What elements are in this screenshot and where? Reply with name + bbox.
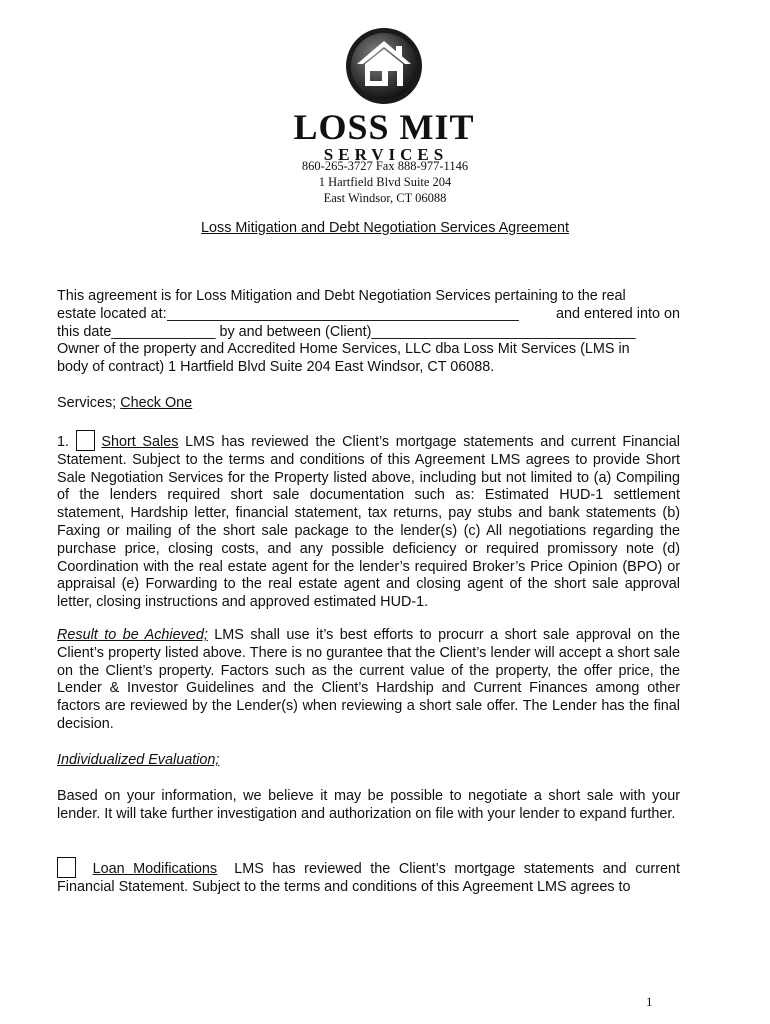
- intro-line2: [57, 306, 680, 324]
- property-address-label: estate located at:: [57, 305, 167, 322]
- property-address-field[interactable]: ____________________________________________: [166, 305, 519, 322]
- logo-subtitle: SERVICES: [323, 145, 449, 164]
- short-sales-text: LMS has reviewed the Client’s mortgage statements and current Financial Statement. Subject to the terms and conditions of this Agreement LMS agrees to provide Short Sale Negotiation Services for the Property listed above, including but not limited to (a) Compiling of the lenders required short sale documentation such as: Estimated HUD-1 settlement statement, Hardship letter, financial statement, tax returns, pay stubs and bank statements (b) Faxing or mailing of the short sale package to the lender(s) (c) All negotiations regarding the purchase price, closing costs, and any possible deficiency or required promissory note (d) Coordination with the real estate agent for the lender’s required Broker’s Price Opinion (BPO) or appraisal (e) Forwarding to the real estate agent and closing agent of the short sale approval letter, closing instructions and approved estimated HUD-1.: [57, 434, 680, 611]
- loan-mod-heading: Loan Modifications: [92, 861, 218, 877]
- result-heading: Result to be Achieved;: [57, 627, 208, 643]
- contact-phone-fax: 860-265-3727 Fax 888-977-1146: [301, 159, 469, 173]
- loan-mod-text: LMS has reviewed the Client’s mortgage statements and current Financial Statement. Subject to the terms and conditions of this Agreement LMS agrees to: [57, 861, 681, 895]
- client-label: by and between (Client): [215, 323, 372, 340]
- intro-paragraph: [57, 288, 680, 377]
- services-label: Services;: [57, 395, 117, 411]
- short-sales-section: [57, 430, 680, 612]
- evaluation-heading-line: [57, 752, 680, 770]
- short-sales-heading: Short Sales: [101, 434, 179, 450]
- loan-mod-checkbox[interactable]: [57, 857, 76, 878]
- intro-line5: body of contract) 1 Hartfield Blvd Suite 204 East Windsor, CT 06088.: [57, 359, 495, 376]
- services-line: [57, 395, 680, 413]
- result-text: LMS shall use it’s best efforts to procurr a short sale approval on the Client’s property listed above. There is no gurantee that the Client’s lender will accept a short sale on the Client’s property. Factors such as the current value of the property, the offer price, the Lender & Investor Guidelines and the Client’s Hardship and Current Finances among other factors are reviewed by the Lender(s) when reviewing a short sale offer. The Lender has the final decision.: [57, 627, 680, 732]
- company-logo: [290, 24, 480, 164]
- short-sales-checkbox[interactable]: [76, 430, 95, 451]
- date-label: this date: [57, 323, 112, 340]
- evaluation-heading: Individualized Evaluation;: [57, 752, 220, 768]
- contact-address-line2: East Windsor, CT 06088: [323, 191, 447, 205]
- result-section: [57, 627, 680, 734]
- entered-into-label: and entered into on: [555, 305, 680, 322]
- contact-address-line1: 1 Hartfield Blvd Suite 204: [318, 175, 452, 189]
- page-number: 1: [646, 994, 653, 1009]
- evaluation-text: Based on your information, we believe it may be possible to negotiate a short sale with your lender. It will take further investigation and authorization on file with your lender to expand further.: [57, 788, 680, 822]
- intro-line1: This agreement is for Loss Mitigation and Debt Negotiation Services pertaining to the real: [57, 288, 626, 304]
- document-title: Loss Mitigation and Debt Negotiation Services Agreement: [201, 220, 569, 236]
- check-one-label: Check One: [120, 395, 193, 411]
- date-field[interactable]: _____________: [111, 323, 216, 340]
- intro-line4: Owner of the property and Accredited Home Services, LLC dba Loss Mit Services (LMS in: [57, 341, 630, 358]
- client-field[interactable]: _________________________________: [371, 323, 636, 340]
- intro-line3: [57, 324, 680, 342]
- loan-mod-section: [57, 857, 680, 897]
- short-sales-number: 1.: [57, 434, 70, 450]
- logo-name: LOSS MIT: [293, 107, 475, 147]
